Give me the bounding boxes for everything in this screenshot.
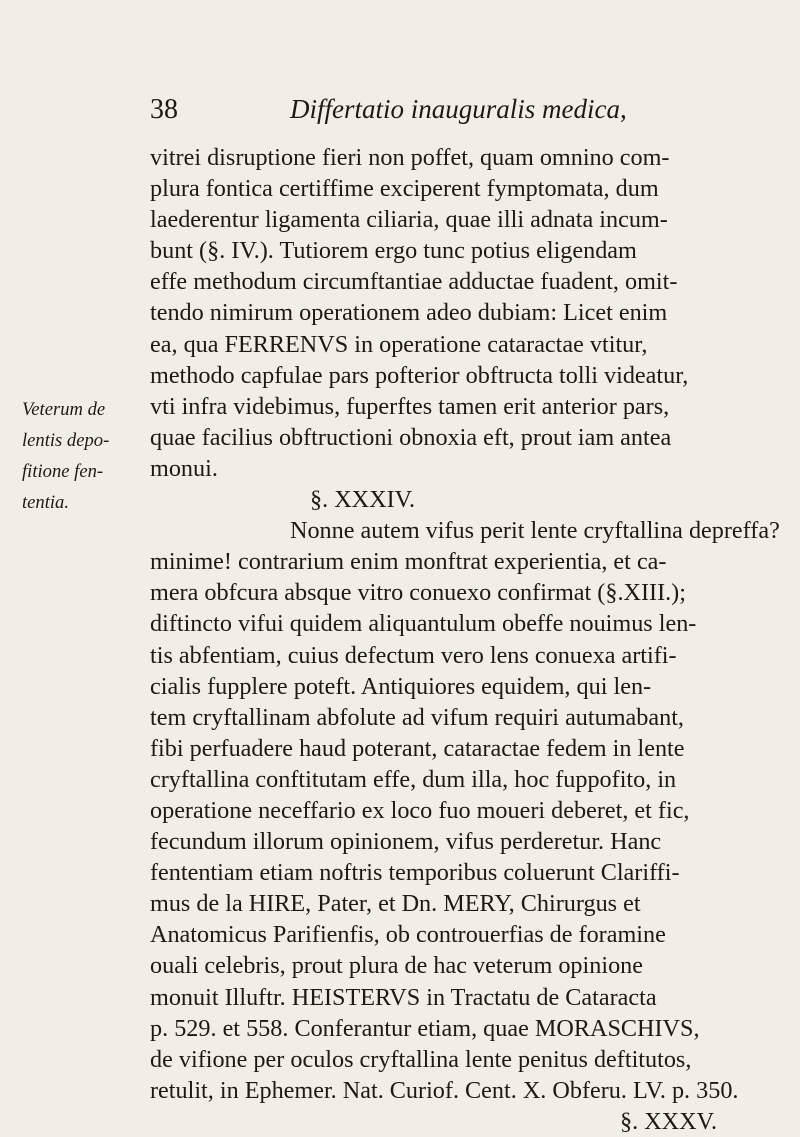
running-title: Differtatio inauguralis medica,	[290, 94, 627, 124]
section-heading: §. XXXIV.	[310, 486, 416, 514]
text-line: tem cryftallinam abfolute ad vifum requiri autumabant,	[150, 703, 684, 731]
text-line: tendo nimirum operationem adeo dubiam: Licet enim	[150, 299, 668, 327]
text-line: tis abfentiam, cuius defectum vero lens conuexa artifi-	[150, 641, 677, 669]
text-line: laederentur ligamenta ciliaria, quae illi adnata incum-	[150, 206, 668, 234]
margin-note-line: tentia.	[22, 492, 69, 514]
text-line: vti infra videbimus, fuperftes tamen erit anterior pars,	[150, 392, 670, 420]
text-line: fententiam etiam noftris temporibus coluerunt Clariffi-	[150, 859, 680, 887]
text-line: vitrei disruptione fieri non poffet, quam omnino com-	[150, 144, 670, 171]
text-line: cryftallina conftitutam effe, dum illa, hoc fuppofito, in	[150, 765, 677, 793]
text-line: mus de la HIRE, Pater, et Dn. MERY, Chirurgus et	[150, 890, 641, 918]
catchword: §. XXXV.	[620, 1107, 717, 1135]
text-line: de vifione per oculos cryftallina lente penitus deftitutos,	[150, 1045, 692, 1073]
text-line: Nonne autem vifus perit lente cryftallina depreffa?	[290, 517, 780, 545]
text-line: minime! contrarium enim monftrat experientia, et ca-	[150, 548, 667, 576]
margin-note-line: Veterum de	[22, 399, 106, 420]
text-line: diftincto vifui quidem aliquantulum obeffe nouimus len-	[150, 610, 697, 638]
text-line: bunt (§. IV.). Tutiorem ergo tunc potius eligendam	[150, 237, 637, 265]
margin-note-line: lentis depo-	[22, 430, 110, 452]
text-line: p. 529. et 558. Conferantur etiam, quae MORASCHIVS,	[150, 1014, 700, 1042]
text-line: ea, qua FERRENVS in operatione cataractae vtitur,	[150, 330, 648, 358]
text-line: monui.	[150, 454, 218, 482]
text-line: monuit Illuftr. HEISTERVS in Tractatu de Cataracta	[150, 983, 657, 1011]
text-line: mera obfcura absque vitro conuexo confirmat (§.XIII.);	[150, 579, 686, 607]
text-line: fibi perfuadere haud poterant, cataractae fedem in lente	[150, 734, 685, 762]
text-line: methodo capfulae pars pofterior obftructa tolli videatur,	[150, 361, 689, 389]
text-line: cialis fupplere poteft. Antiquiores equidem, qui len-	[150, 672, 652, 700]
page-number: 38	[150, 94, 178, 125]
body-text	[150, 142, 795, 1137]
text-line: operatione neceffario ex loco fuo moueri deberet, et fic,	[150, 796, 690, 824]
text-line: retulit, in Ephemer. Nat. Curiof. Cent. X. Obferu. LV. p. 350.	[150, 1076, 739, 1104]
margin-note-line: fitione fen-	[22, 461, 104, 483]
text-line: effe methodum circumftantiae adductae fuadent, omit-	[150, 268, 678, 296]
margin-note	[22, 394, 132, 518]
text-line: Anatomicus Parifienfis, ob controuerfias de foramine	[150, 921, 666, 949]
text-line: fecundum illorum opinionem, vifus perderetur. Hanc	[150, 828, 662, 856]
text-line: quae facilius obftructioni obnoxia eft, prout iam antea	[150, 423, 672, 451]
text-line: plura fontica certiffime exciperent fymptomata, dum	[150, 175, 659, 203]
text-line: ouali celebris, prout plura de hac veterum opinione	[150, 952, 643, 980]
page-header	[150, 94, 710, 134]
